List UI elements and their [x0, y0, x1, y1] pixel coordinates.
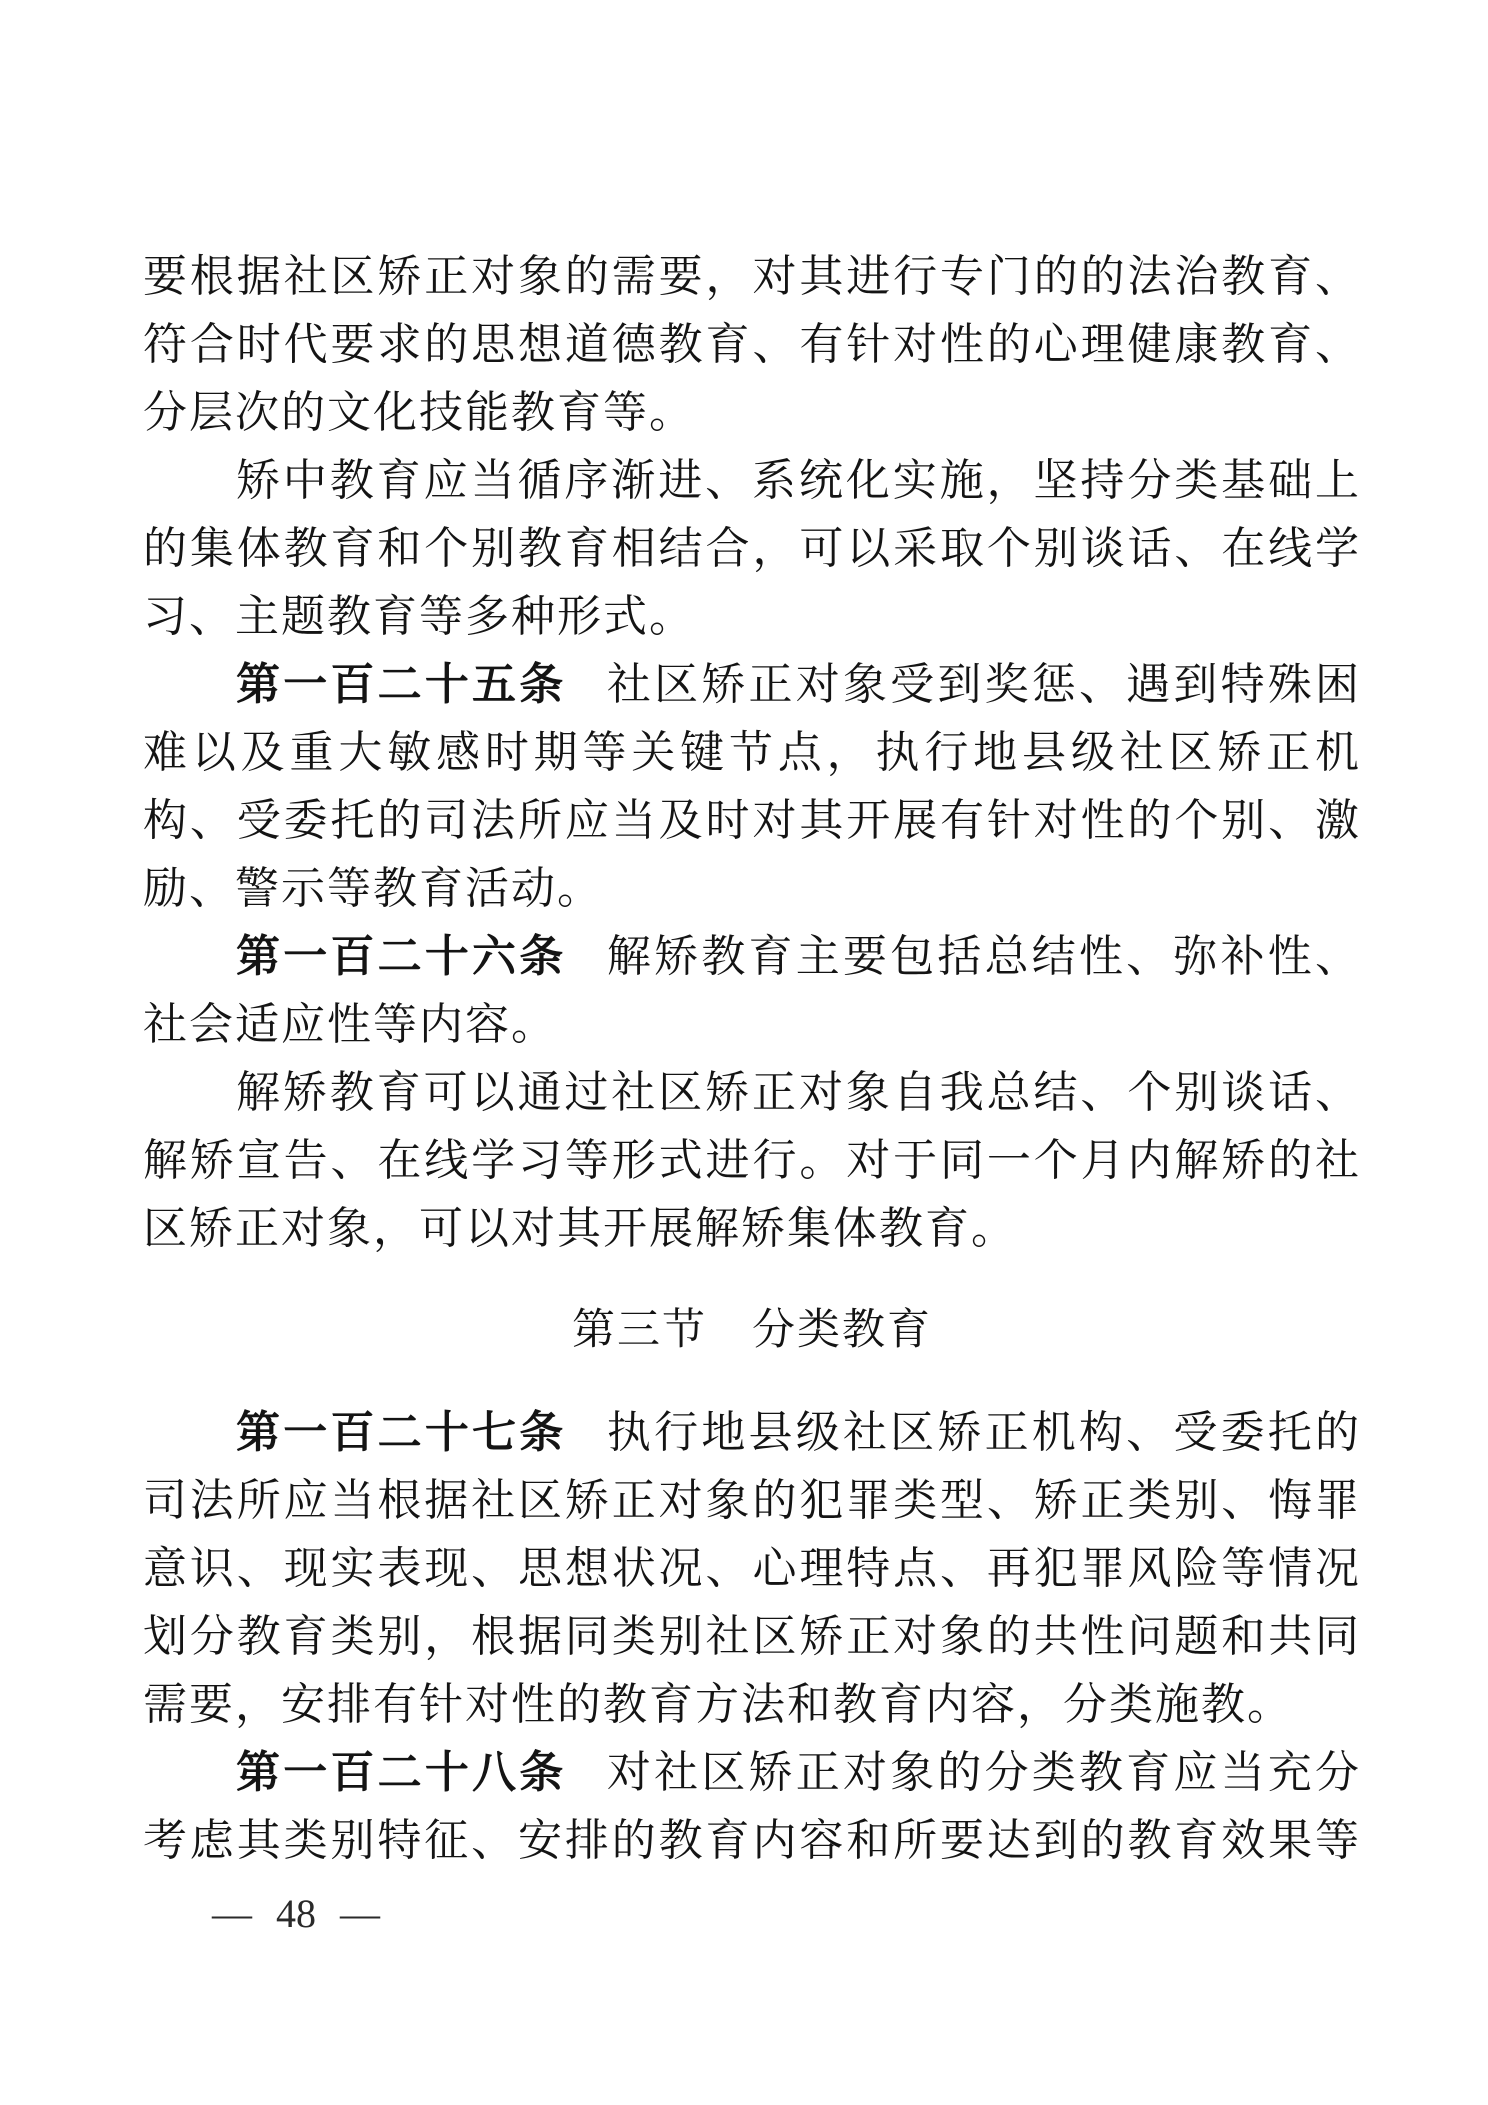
footer-dash-right: —	[340, 1891, 380, 1936]
text-line	[143, 651, 1361, 719]
text-line	[143, 311, 1361, 379]
line-text: 的集体教育和个别教育相结合，可以采取个别谈话、在线学	[143, 524, 1361, 573]
text-line	[143, 1059, 1361, 1127]
article-number: 第一百二十五条	[236, 660, 567, 709]
page-number: 48	[276, 1891, 316, 1936]
text-line	[143, 1603, 1361, 1671]
line-text: 社会适应性等内容。	[143, 1000, 557, 1049]
page-footer	[212, 1888, 380, 1940]
footer-dash-left: —	[212, 1891, 252, 1936]
line-text: 难以及重大敏感时期等关键节点，执行地县级社区矫正机	[143, 728, 1361, 777]
line-text: 分层次的文化技能教育等。	[143, 388, 695, 437]
line-text: 区矫正对象，可以对其开展解矫集体教育。	[143, 1204, 1017, 1253]
text-line	[143, 1807, 1361, 1875]
text-line	[143, 447, 1361, 515]
line-text: 构、受委托的司法所应当及时对其开展有针对性的个别、激	[143, 796, 1361, 845]
line-text: 划分教育类别，根据同类别社区矫正对象的共性问题和共同	[143, 1612, 1361, 1661]
line-text: 要根据社区矫正对象的需要，对其进行专门的的法治教育、	[143, 252, 1361, 301]
text-line	[143, 1467, 1361, 1535]
text-line	[143, 1127, 1361, 1195]
line-text: 意识、现实表现、思想状况、心理特点、再犯罪风险等情况	[143, 1544, 1361, 1593]
text-line	[143, 719, 1361, 787]
section-heading	[143, 1297, 1361, 1365]
article-number: 第一百二十八条	[236, 1748, 567, 1797]
line-text: 解矫教育可以通过社区矫正对象自我总结、个别谈话、	[236, 1068, 1361, 1117]
line-text: 第三节 分类教育	[572, 1307, 932, 1354]
line-text: 励、警示等教育活动。	[143, 864, 603, 913]
line-text: 符合时代要求的思想道德教育、有针对性的心理健康教育、	[143, 320, 1361, 369]
text-line	[143, 1399, 1361, 1467]
line-text: 矫中教育应当循序渐进、系统化实施，坚持分类基础上	[236, 456, 1361, 505]
text-line	[143, 379, 1361, 447]
line-text: 对社区矫正对象的分类教育应当充分	[606, 1748, 1362, 1797]
line-text: 考虑其类别特征、安排的教育内容和所要达到的教育效果等	[143, 1816, 1361, 1865]
text-line	[143, 583, 1361, 651]
text-line	[143, 1195, 1361, 1263]
article-number: 第一百二十六条	[236, 932, 567, 981]
text-line	[143, 1535, 1361, 1603]
text-line	[143, 243, 1361, 311]
text-line	[143, 855, 1361, 923]
text-line	[143, 923, 1361, 991]
text-line	[143, 787, 1361, 855]
line-text: 解矫教育主要包括总结性、弥补性、	[606, 932, 1362, 981]
text-block	[143, 243, 1361, 1875]
line-text: 执行地县级社区矫正机构、受委托的	[606, 1408, 1362, 1457]
line-text: 习、主题教育等多种形式。	[143, 592, 695, 641]
line-text: 解矫宣告、在线学习等形式进行。对于同一个月内解矫的社	[143, 1136, 1361, 1185]
text-line	[143, 1671, 1361, 1739]
line-text: 司法所应当根据社区矫正对象的犯罪类型、矫正类别、悔罪	[143, 1476, 1361, 1525]
text-line	[143, 1739, 1361, 1807]
text-line	[143, 991, 1361, 1059]
text-line	[143, 515, 1361, 583]
line-text: 社区矫正对象受到奖惩、遇到特殊困	[606, 660, 1362, 709]
line-text: 需要，安排有针对性的教育方法和教育内容，分类施教。	[143, 1680, 1293, 1729]
article-number: 第一百二十七条	[236, 1408, 567, 1457]
